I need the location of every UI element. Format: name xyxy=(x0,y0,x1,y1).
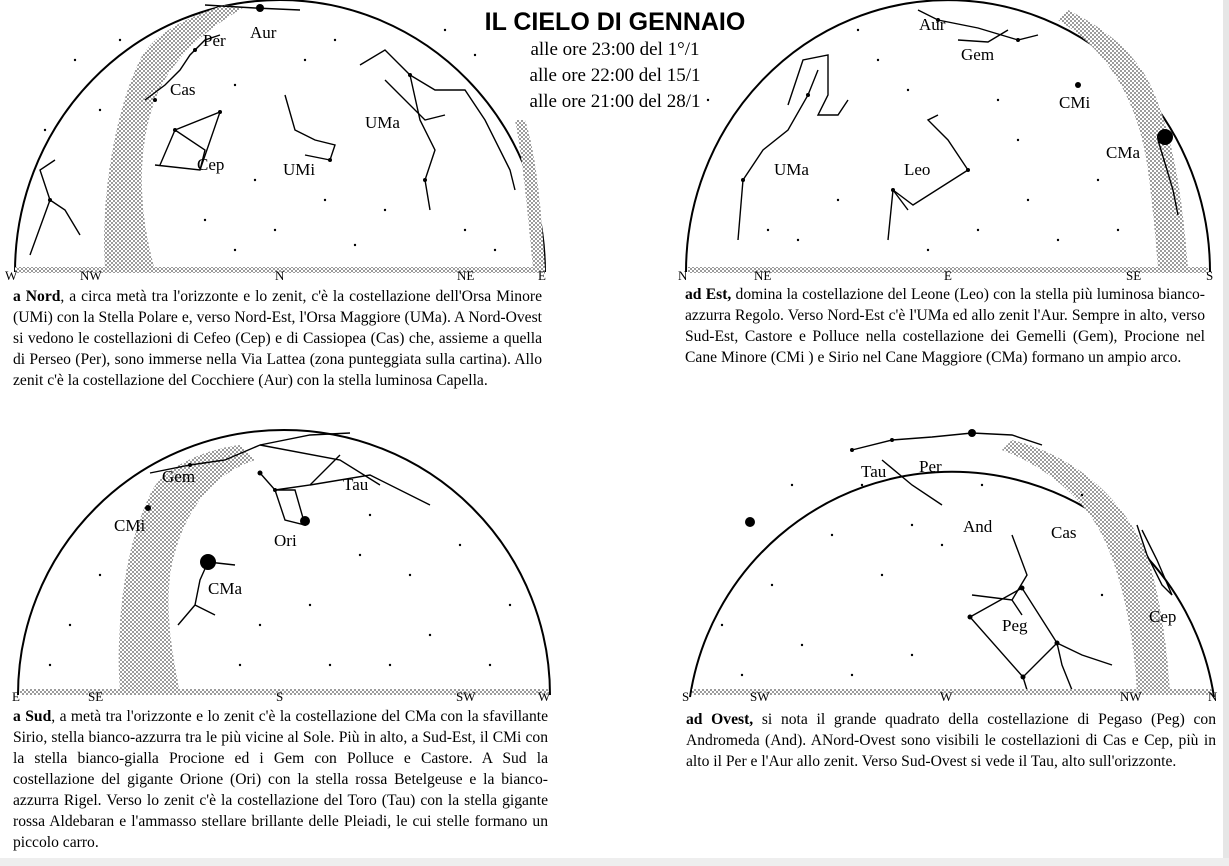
page-title: IL CIELO DI GENNAIO xyxy=(484,8,746,36)
time-line-1: alle ore 23:00 del 1°/1 xyxy=(530,39,700,60)
description-east-text: domina la costellazione del Leone (Leo) con la stella più luminosa bianco-azzurra Regolo. Verso Nord-Est c'è l'UMa ed allo zenit l'Aur. Sempre in alto, verso Sud-Est, Castore e Polluce nella costellazione dei Gemelli (Gem), Procione nel Cane Minore (CMi ) e Sirio nel Cane Maggiore (CMa) formano un ampio arco. xyxy=(685,286,1205,366)
description-west xyxy=(686,709,1216,772)
east-label-aur: Aur xyxy=(919,15,946,34)
south-horizon-sw: SW xyxy=(456,689,476,704)
description-south-lead: a Sud xyxy=(13,708,52,725)
north-horizon-ne: NE xyxy=(457,268,475,283)
south-horizon-w: W xyxy=(538,689,551,704)
time-line-3: alle ore 21:00 del 28/1 xyxy=(529,91,701,112)
west-label-cep: Cep xyxy=(1149,607,1177,626)
south-horizon-se: SE xyxy=(88,689,104,704)
north-horizon-n: N xyxy=(275,268,285,283)
north-label-umi: UMi xyxy=(283,160,316,179)
south-label-tau: Tau xyxy=(343,475,369,494)
description-north-lead: a Nord xyxy=(13,288,61,305)
east-label-leo: Leo xyxy=(904,160,931,179)
south-label-cmi: CMi xyxy=(114,516,146,535)
west-horizon-w: W xyxy=(940,689,953,704)
west-label-per: Per xyxy=(919,457,942,476)
west-horizon-s: S xyxy=(682,689,690,704)
north-label-cas: Cas xyxy=(170,80,196,99)
description-east-lead: ad Est, xyxy=(685,286,732,303)
north-label-aur: Aur xyxy=(250,23,277,42)
sky-map-west xyxy=(682,425,1222,707)
description-north-text: , a circa metà tra l'orizzonte e lo zenit, c'è la costellazione dell'Orsa Minore (UMi) con la Stella Polare e, verso Nord-Est, l'Orsa Maggiore (UMa). A Nord-Ovest si vedono le costellazioni di Cefeo (Cep) e di Cassiopea (Cas) che, assieme a quella di Perseo (Per), sono immerse nella Via Lattea (zona punteggiata sulla cartina). Allo zenit c'è la costellazione del Cocchiere (Aur) con la stella luminosa Capella. xyxy=(13,288,542,389)
east-label-gem: Gem xyxy=(961,45,995,64)
west-horizon-sw: SW xyxy=(750,689,770,704)
sky-map-south xyxy=(10,425,555,707)
east-horizon-s: S xyxy=(1206,268,1214,283)
north-label-cep: Cep xyxy=(197,155,225,174)
north-horizon-nw: NW xyxy=(80,268,102,283)
sky-map-north xyxy=(5,0,550,285)
north-horizon-e: E xyxy=(538,268,546,283)
description-west-lead: ad Ovest, xyxy=(686,711,754,728)
page-frame-bottom xyxy=(0,858,1229,866)
east-label-uma: UMa xyxy=(774,160,809,179)
south-label-gem: Gem xyxy=(162,467,196,486)
north-label-uma: UMa xyxy=(365,113,400,132)
south-horizon-s: S xyxy=(276,689,284,704)
east-horizon-se: SE xyxy=(1126,268,1142,283)
south-label-ori: Ori xyxy=(274,531,297,550)
west-horizon-nw: NW xyxy=(1120,689,1142,704)
east-horizon-n: N xyxy=(678,268,688,283)
south-label-cma: CMa xyxy=(208,579,242,598)
page-frame-right xyxy=(1223,0,1229,866)
west-label-tau: Tau xyxy=(861,462,887,481)
west-label-peg: Peg xyxy=(1002,616,1028,635)
west-label-and: And xyxy=(963,517,993,536)
description-south xyxy=(13,706,548,853)
description-south-text: , a metà tra l'orizzonte e lo zenit c'è la costellazione del CMa con la sfavillante Sirio, stella bianco-azzurra tra le più vicine al Sole. Più in alto, a Sud-Est, il CMi con la stella bianco-gialla Procione ed i Gem con Polluce e Castore. A Sud la costellazione del gigante Orione (Ori) con la stella rossa Betelgeuse e la bianco-azzurra Rigel. Verso lo zenit c'è la costellazione del Toro (Tau) con la stella gigante rossa Aldebaran e l'ammasso stellare brillante delle Pleiadi, le cui stelle formano un piccolo carro. xyxy=(13,708,549,851)
east-label-cmi: CMi xyxy=(1059,93,1091,112)
time-line-2: alle ore 22:00 del 15/1 xyxy=(529,65,701,86)
north-horizon-w: W xyxy=(5,268,18,283)
north-label-per: Per xyxy=(203,31,226,50)
description-north xyxy=(13,286,542,391)
sky-map-east xyxy=(678,0,1218,285)
west-label-cas: Cas xyxy=(1051,523,1077,542)
description-west-text: si nota il grande quadrato della costellazione di Pegaso (Peg) con Andromeda (And). ANord-Ovest sono visibili le costellazioni di Cas e Cep, più in alto il Per e l'Aur allo zenit. Verso Sud-Ovest si vede il Tau, alto sull'orizzonte. xyxy=(686,711,1216,770)
description-east xyxy=(685,284,1205,368)
west-horizon-n: N xyxy=(1208,689,1218,704)
south-horizon-e: E xyxy=(12,689,20,704)
east-label-cma: CMa xyxy=(1106,143,1140,162)
east-horizon-e: E xyxy=(944,268,952,283)
east-horizon-ne: NE xyxy=(754,268,772,283)
